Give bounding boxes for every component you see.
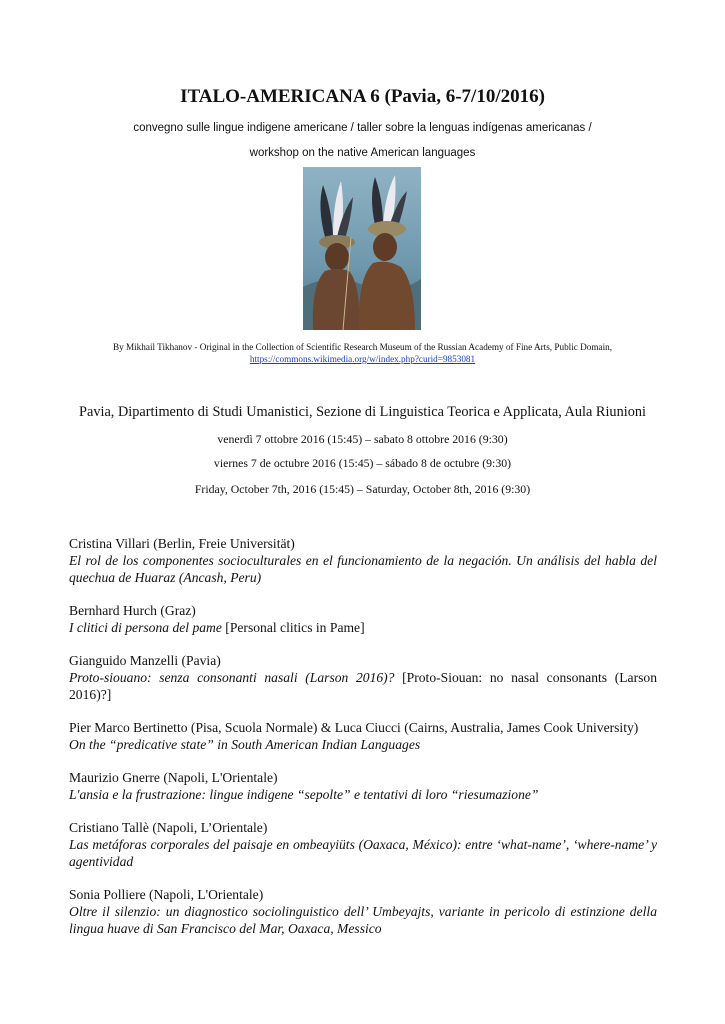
talk-title-italic: Oltre il silenzio: un diagnostico sociolinguistico dell’ Umbeyajts, variante in pericolo di estinzione della lingua huave di San Francisco del Mar, Oaxaca, Messico xyxy=(69,904,657,936)
talk-title-italic: L'ansia e la frustrazione: lingue indigene “sepolte” e tentativi di loro “riesumazione” xyxy=(69,787,539,802)
talk-title-italic: I clitici di persona del pame xyxy=(69,620,222,635)
talk-title xyxy=(69,669,657,703)
speaker: Cristina Villari (Berlin, Freie Universität) xyxy=(69,536,295,551)
subtitle-line-1: convegno sulle lingue indigene americane / taller sobre la lenguas indígenas americanas / xyxy=(133,122,592,134)
talk-title xyxy=(69,836,657,870)
program-list xyxy=(69,535,657,953)
page-title: ITALO-AMERICANA 6 (Pavia, 6-7/10/2016) xyxy=(180,86,545,107)
painting-image xyxy=(303,167,421,330)
image-credit-link-row xyxy=(0,354,725,364)
speaker: Pier Marco Bertinetto (Pisa, Scuola Normale) & Luca Ciucci (Cairns, Australia, James Cook University) xyxy=(69,720,639,735)
talk-title xyxy=(69,903,657,937)
venue: Pavia, Dipartimento di Studi Umanistici, Sezione di Linguistica Teorica e Applicata, Aula Riunioni xyxy=(79,404,646,420)
speaker: Sonia Polliere (Napoli, L'Orientale) xyxy=(69,887,264,902)
subtitle-line-2: workshop on the native American languages xyxy=(249,147,476,159)
talk-title xyxy=(69,736,657,753)
talk-title-italic: Las metáforas corporales del paisaje en ombeayiüts (Oaxaca, México): entre ‘what-name’, ‘where-name’ y agentividad xyxy=(69,837,657,869)
program-entry xyxy=(69,719,657,753)
speaker: Bernhard Hurch (Graz) xyxy=(69,603,196,618)
program-entry xyxy=(69,886,657,937)
program-entry xyxy=(69,652,657,703)
talk-title-italic: Proto-siouano: senza consonanti nasali (Larson 2016)? xyxy=(69,670,395,685)
program-entry xyxy=(69,769,657,803)
talk-title xyxy=(69,552,657,586)
speaker: Maurizio Gnerre (Napoli, L'Orientale) xyxy=(69,770,278,785)
talk-title-italic: On the “predicative state” in South American Indian Languages xyxy=(69,737,421,752)
program-entry xyxy=(69,602,657,636)
talk-title xyxy=(69,786,657,803)
program-entry xyxy=(69,535,657,586)
talk-title-translation: [Proto-Siouan: no nasal consonants (Larson 2016)?] xyxy=(69,670,657,702)
speaker: Gianguido Manzelli (Pavia) xyxy=(69,653,221,668)
program-entry xyxy=(69,819,657,870)
talk-title-translation: [Personal clitics in Pame] xyxy=(221,620,365,635)
date-english: Friday, October 7th, 2016 (15:45) – Saturday, October 8th, 2016 (9:30) xyxy=(194,482,531,496)
speaker: Cristiano Tallè (Napoli, L’Orientale) xyxy=(69,820,268,835)
talk-title-italic: El rol de los componentes socioculturales en el funcionamiento de la negación. Un análisis del habla del quechua de Huaraz (Ancash, Peru) xyxy=(69,553,657,585)
talk-title xyxy=(69,619,657,636)
image-source-link[interactable]: https://commons.wikimedia.org/w/index.php?curid=9853081 xyxy=(249,354,476,364)
date-italian: venerdì 7 ottobre 2016 (15:45) – sabato 8 ottobre 2016 (9:30) xyxy=(217,432,508,446)
date-spanish: viernes 7 de octubre 2016 (15:45) – sábado 8 de octubre (9:30) xyxy=(213,456,512,470)
image-credit: By Mikhail Tikhanov - Original in the Collection of Scientific Research Museum of the Russian Academy of Fine Arts, Public Domain, xyxy=(112,342,613,352)
